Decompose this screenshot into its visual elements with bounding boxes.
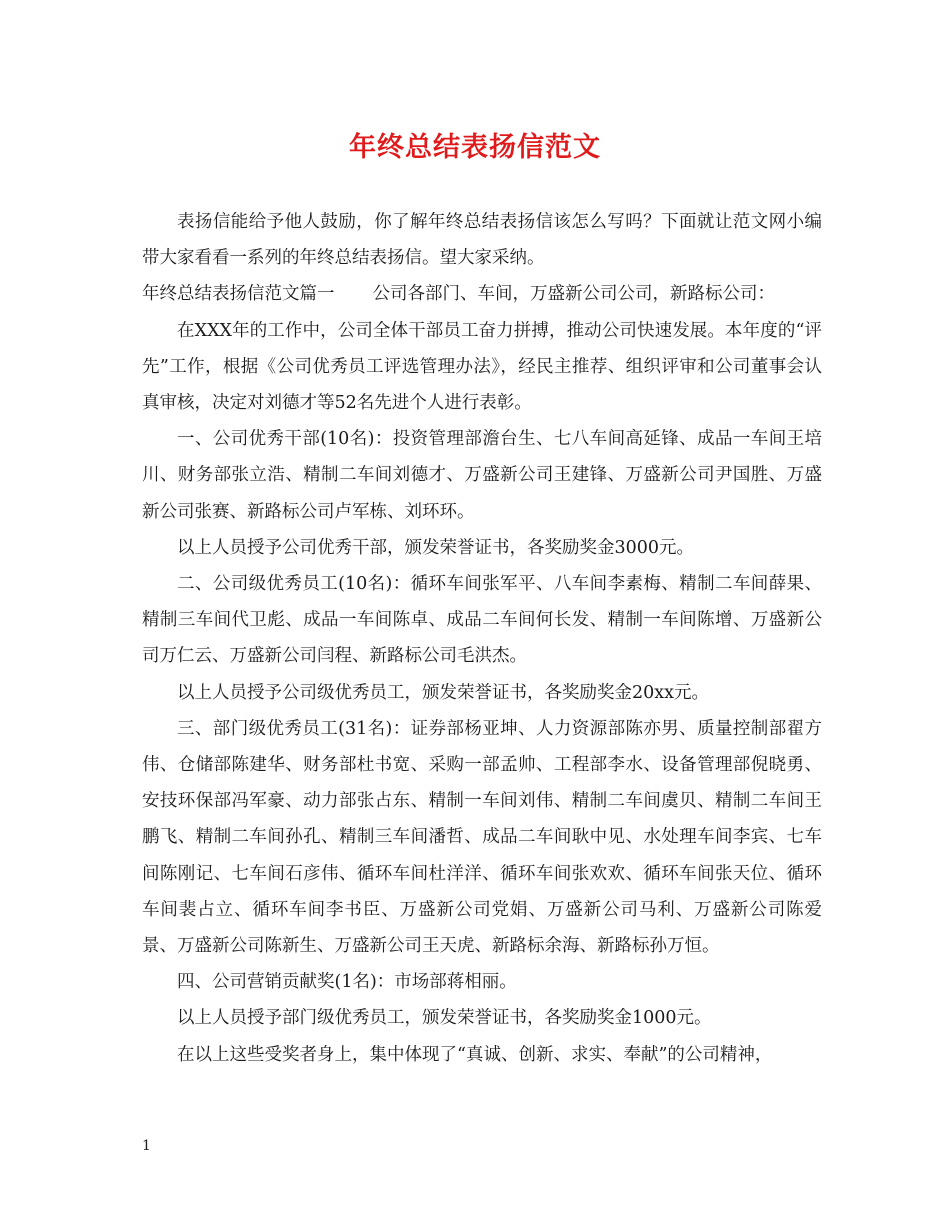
paragraph-closing: 在以上这些受奖者身上，集中体现了“真诚、创新、求实、奉献”的公司精神， bbox=[177, 1044, 773, 1065]
paragraph-cadre-award: 以上人员授予公司优秀干部，颁发荣誉证书，各奖励奖金3000元。 bbox=[177, 537, 695, 558]
paragraph-company-staff-list: 二、公司级优秀员工(10名)：循环车间张军平、八车间李素梅、精制二车间薛果、精制三车间代卫彪、成品一车间陈卓、成品二车间何长发、精制一车间陈增、万盛新公司万仁云、万盛新公司闫程、新路标公司毛洪杰。 bbox=[142, 574, 822, 667]
paragraph-department-staff-award: 以上人员授予部门级优秀员工，颁发荣誉证书，各奖励奖金1000元。 bbox=[177, 1008, 712, 1029]
salutation: 公司各部门、车间，万盛新公司公司，新路标公司： bbox=[372, 284, 775, 305]
paragraph-department-staff-list: 三、部门级优秀员工(31名)：证券部杨亚坤、人力资源部陈亦男、质量控制部翟方伟、仓储部陈建华、财务部杜书宽、采购一部孟帅、工程部李水、设备管理部倪晓勇、安技环保部冯军豪、动力部张占东、精制一车间刘伟、精制二车间虞贝、精制二车间王鹏飞、精制二车间孙孔、精制三车间潘哲、成品二车间耿中见、水处理车间李宾、七车间陈刚记、七车间石彦伟、循环车间杜洋洋、循环车间张欢欢、循环车间张天位、循环车间裴占立、循环车间李书臣、万盛新公司党娟、万盛新公司马利、万盛新公司陈爱景、万盛新公司陈新生、万盛新公司王天虎、新路标余海、新路标孙万恒。 bbox=[142, 718, 822, 957]
page-number: 1 bbox=[142, 1138, 151, 1154]
paragraph-background: 在XXX年的工作中，公司全体干部员工奋力拼搏，推动公司快速发展。本年度的“评先”工作，根据《公司优秀员工评选管理办法》，经民主推荐、组织评审和公司董事会认真审核，决定对刘德才等52名先进个人进行表彰。 bbox=[142, 320, 822, 414]
document-body bbox=[142, 204, 822, 1073]
section-heading: 年终总结表扬信范文篇一 bbox=[142, 284, 335, 305]
paragraph-marketing-award: 四、公司营销贡献奖(1名)：市场部蒋相丽。 bbox=[177, 972, 517, 993]
paragraph-cadre-list: 一、公司优秀干部(10名)：投资管理部澹台生、七八车间高延锋、成品一车间王培川、财务部张立浩、精制二车间刘德才、万盛新公司王建锋、万盛新公司尹国胜、万盛新公司张赛、新路标公司卢军栋、刘环环。 bbox=[142, 429, 822, 522]
document-title: 年终总结表扬信范文 bbox=[349, 132, 601, 163]
paragraph-company-staff-award: 以上人员授予公司级优秀员工，颁发荣誉证书，各奖励奖金20xx元。 bbox=[177, 682, 710, 703]
section-heading-line bbox=[142, 276, 822, 312]
paragraph-intro: 表扬信能给予他人鼓励，你了解年终总结表扬信该怎么写吗？下面就让范文网小编带大家看看一系列的年终总结表扬信。望大家采纳。 bbox=[142, 212, 822, 269]
